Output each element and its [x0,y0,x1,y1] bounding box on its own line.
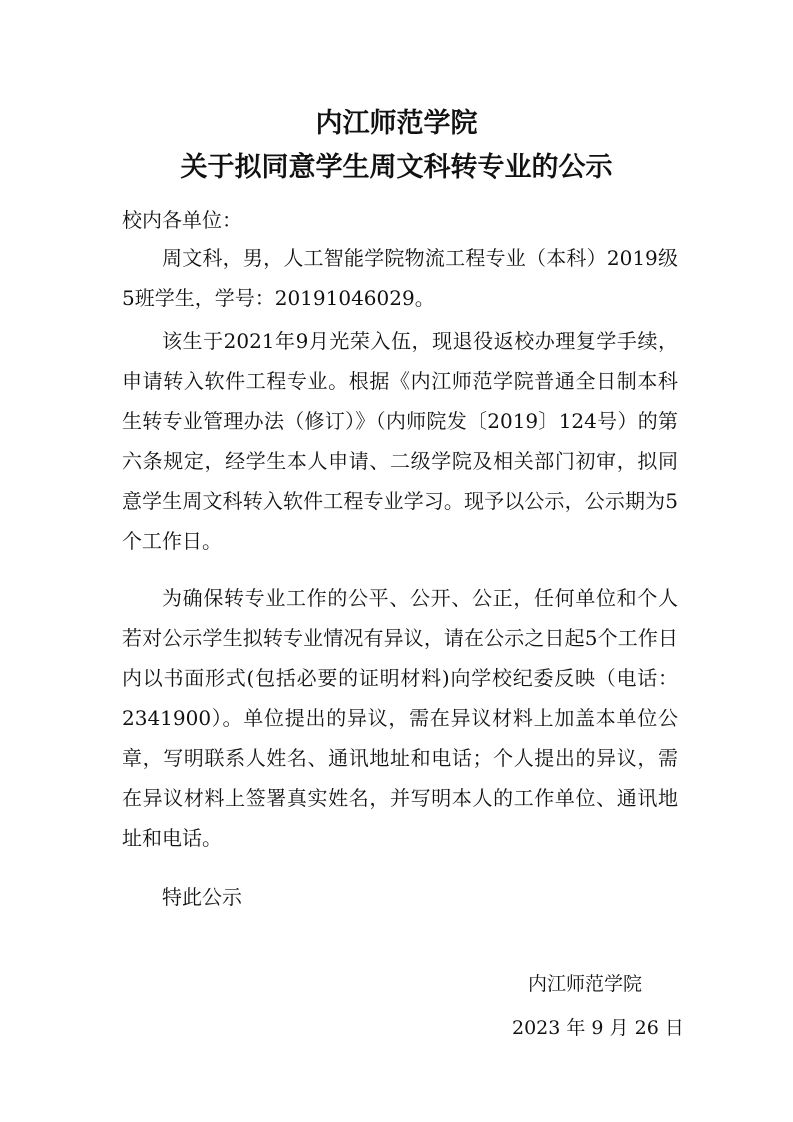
signature-date: 2023 年 9 月 26 日 [512,1017,684,1039]
paragraph-transfer-reason: 该生于2021年9月光荣入伍，现退役返校办理复学手续，申请转入软件工程专业。根据《内江师范学院普通全日制本科生转专业管理办法（修订）》（内师院发〔2019〕124号）的第六条规定，经学生本人申请、二级学院及相关部门初审，拟同意学生周文科转入软件工程专业学习。现予以公示，公示期为5个工作日。 [122,329,678,553]
paragraph-student-info: 周文科，男，人工智能学院物流工程专业（本科）2019级5班学生，学号：20191046029。 [122,246,678,310]
signature-org: 内江师范学院 [528,973,643,995]
greeting: 校内各单位： [122,208,242,232]
paragraph-objection-instructions: 为确保转专业工作的公平、公开、公正，任何单位和个人若对公示学生拟转专业情况有异议，请在公示之日起5个工作日内以书面形式(包括必要的证明材料)向学校纪委反映（电话：2341900）。单位提出的异议，需在异议材料上加盖本单位公章，写明联系人姓名、通讯地址和电话；个人提出的异议，需在异议材料上签署真实姓名，并写明本人的工作单位、通讯地址和电话。 [122,586,678,850]
org-title: 内江师范学院 [315,108,478,139]
notice-title: 关于拟同意学生周文科转专业的公示 [180,152,613,183]
paragraph-closing: 特此公示 [162,885,242,909]
